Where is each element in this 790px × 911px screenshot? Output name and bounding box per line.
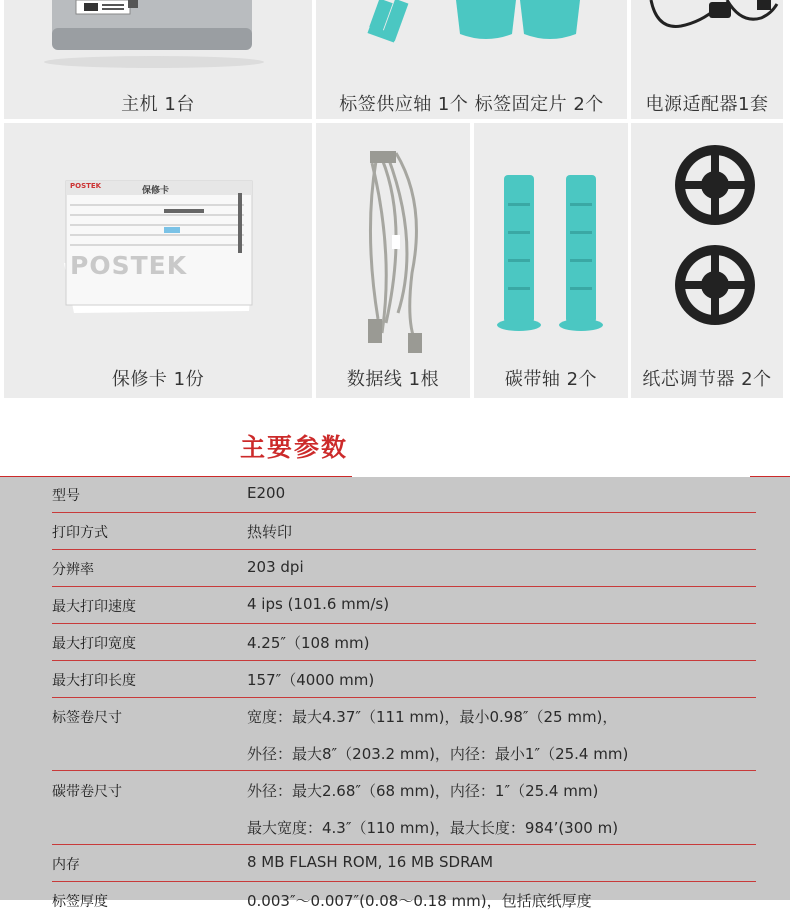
accessory-caption: 标签供应轴 1个 标签固定片 2个 — [339, 94, 604, 115]
spec-label: 打印方式 — [52, 525, 108, 541]
accessory-caption: 纸芯调节器 2个 — [642, 369, 772, 390]
spec-value: 外径：最大2.68″（68 mm)，内径：1″（25.4 mm) — [247, 782, 599, 800]
spec-label: 最大打印速度 — [52, 599, 136, 615]
spec-row — [52, 882, 756, 910]
warranty-card-title: 保修卡 — [142, 186, 170, 196]
spec-row — [52, 845, 756, 882]
spec-row — [52, 698, 756, 771]
spec-label: 内存 — [52, 857, 80, 873]
spec-row — [52, 661, 756, 698]
section-title-area — [0, 398, 790, 478]
section-title: 主要参数 — [240, 433, 349, 462]
accessory-tile-usb-cable — [316, 123, 470, 398]
warranty-card-brand-small: POSTEK — [70, 182, 102, 190]
spec-row — [52, 550, 756, 587]
spec-value: 4 ips (101.6 mm/s) — [247, 595, 390, 613]
accessory-caption: 保修卡 1份 — [111, 369, 205, 390]
accessory-caption: 电源适配器1套 — [645, 94, 769, 115]
spec-row — [52, 587, 756, 624]
accessory-caption: 碳带轴 2个 — [504, 369, 598, 390]
spec-value: 8 MB FLASH ROM, 16 MB SDRAM — [247, 853, 494, 871]
spec-value: 热转印 — [247, 523, 293, 541]
spec-value: 0.003″～0.007″(0.08～0.18 mm)，包括底纸厚度 — [247, 892, 592, 910]
spec-value: 157″（4000 mm) — [247, 671, 375, 689]
accessory-tile-printer — [4, 0, 312, 119]
spec-label: 碳带卷尺寸 — [52, 784, 122, 800]
accessory-tile-core-adapter — [631, 123, 783, 398]
spec-row — [52, 513, 756, 550]
spec-row — [52, 771, 756, 845]
spec-label: 标签厚度 — [52, 894, 108, 910]
spec-row — [52, 624, 756, 661]
power-adapter-image — [631, 0, 783, 60]
spec-label: 最大打印长度 — [52, 673, 136, 689]
spec-value: 4.25″（108 mm) — [247, 634, 370, 652]
spec-label: 型号 — [52, 488, 80, 504]
ribbon-core-image — [474, 123, 628, 343]
core-adapter-image — [631, 123, 783, 343]
spec-value: 外径：最大8″（203.2 mm)，内径：最小1″（25.4 mm) — [247, 745, 629, 763]
accessory-tile-label-spindle — [316, 0, 627, 119]
accessory-tile-ribbon-core — [474, 123, 628, 398]
printer-image — [4, 0, 312, 80]
accessory-tile-warranty-card — [4, 123, 312, 398]
spec-value: 宽度：最大4.37″（111 mm)，最小0.98″（25 mm)， — [247, 708, 618, 726]
spec-row — [52, 477, 756, 513]
spec-value: 最大宽度：4.3″（110 mm)，最大长度：984’(300 m) — [247, 819, 619, 837]
spec-label: 最大打印宽度 — [52, 636, 136, 652]
warranty-card-image — [4, 123, 312, 333]
accessory-tile-power-adapter — [631, 0, 783, 119]
spec-label: 标签卷尺寸 — [52, 710, 122, 726]
warranty-card-brand: POSTEK — [70, 251, 188, 280]
spec-value: E200 — [247, 484, 286, 502]
spec-value: 203 dpi — [247, 558, 304, 576]
accessory-caption: 数据线 1根 — [346, 369, 440, 390]
accessory-caption: 主机 1台 — [121, 94, 195, 115]
usb-cable-image — [316, 123, 470, 363]
spec-label: 分辨率 — [52, 562, 94, 578]
spec-table — [0, 477, 790, 910]
label-spindle-image — [316, 0, 627, 70]
